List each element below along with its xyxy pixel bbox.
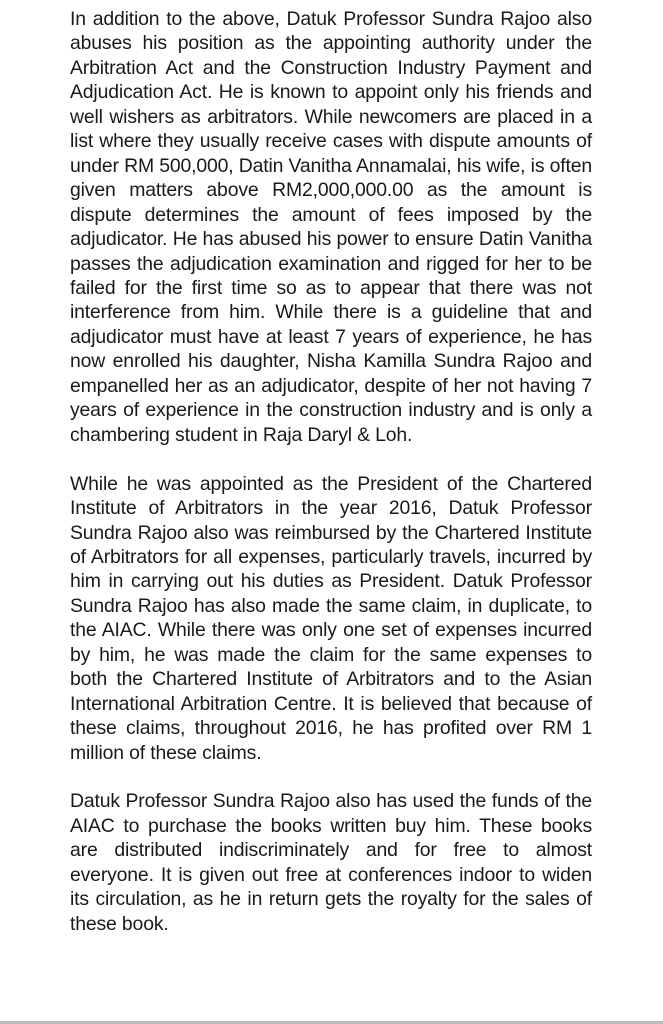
paragraph-appointing-authority: In addition to the above, Datuk Professor Sundra Rajoo also abuses his position as the appointing authority under the Arbitration Act and the Construction Industry Payment and Adjudication Act. He is known to appoint only his friends and well wishers as arbitrators. While newcomers are placed in a list where they usually receive cases with dispute amounts of under RM 500,000, Datin Vanitha Annamalai, his wife, is often given matters above RM2,000,000.00 as the amount is dispute determines the amount of fees imposed by the adjudicator. He has abused his power to ensure Datin Vanitha passes the adjudication examination and rigged for her to be failed for the first time so as to appear that there was not interference from him. While there is a guideline that and adjudicator must have at least 7 years of experience, he has now enrolled his daughter, Nisha Kamilla Sundra Rajoo and empanelled her as an adjudicator, despite of her not having 7 years of experience in the construction industry and is only a chambering student in Raja Daryl & Loh. [70,8,592,446]
paragraph-duplicate-claims: While he was appointed as the President of the Chartered Institute of Arbitrators in the year 2016, Datuk Professor Sundra Rajoo also was reimbursed by the Chartered Institute of Arbitrators for all expenses, particularly travels, incurred by him in carrying out his duties as President. Datuk Professor Sundra Rajoo has also made the same claim, in duplicate, to the AIAC. While there was only one set of expenses incurred by him, he was made the claim for the same expenses to both the Chartered Institute of Arbitrators and to the Asian International Arbitration Centre. It is believed that because of these claims, throughout 2016, he has profited over RM 1 million of these claims. [70,472,592,764]
paragraph-book-purchases: Datuk Professor Sundra Rajoo also has used the funds of the AIAC to purchase the books written buy him. These books are distributed indiscriminately and for free to almost everyone. It is given out free at conferences indoor to widen its circulation, as he in return gets the royalty for the sales of these book. [70,790,592,935]
document-page [70,7,592,936]
